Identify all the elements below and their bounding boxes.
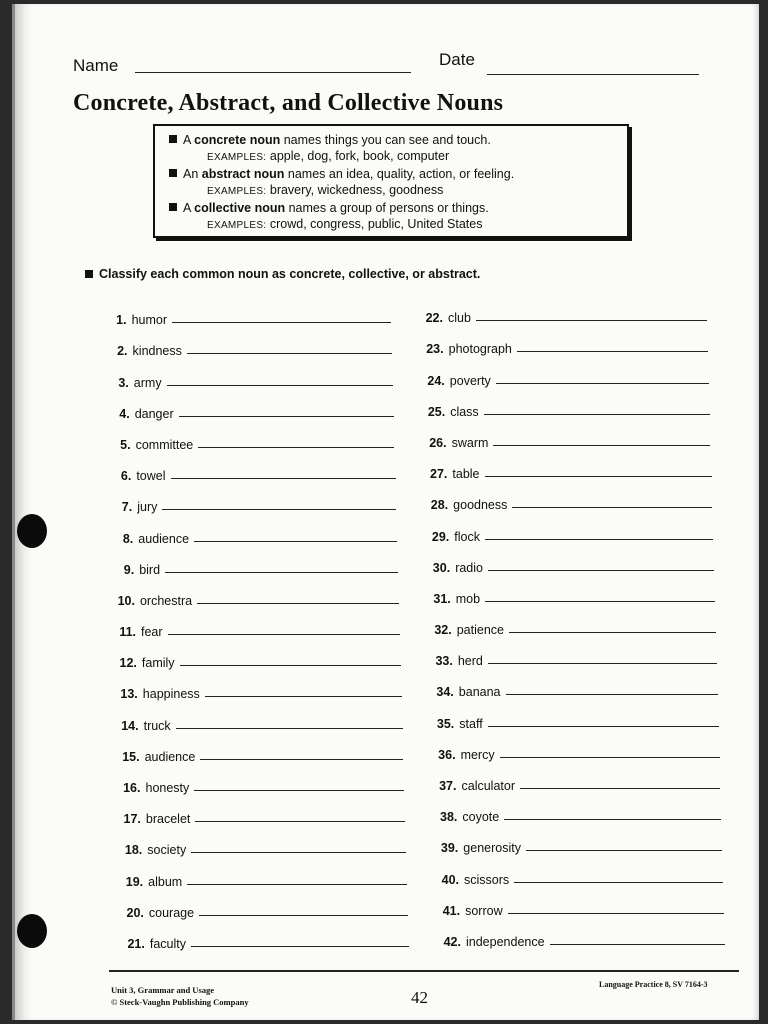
item-word: scissors — [464, 872, 510, 887]
list-item — [92, 327, 392, 358]
answer-line[interactable] — [168, 634, 400, 635]
list-item — [105, 795, 405, 826]
item-number: 11. — [119, 625, 136, 640]
answer-line[interactable] — [199, 915, 408, 916]
item-number: 18. — [124, 843, 143, 858]
item-number: 15. — [122, 749, 140, 764]
answer-line[interactable] — [488, 663, 717, 664]
item-word: courage — [148, 905, 195, 920]
list-item — [412, 481, 712, 512]
item-number: 19. — [125, 874, 144, 889]
item-word: photograph — [448, 342, 512, 357]
answer-line[interactable] — [162, 509, 396, 510]
list-item — [104, 733, 404, 764]
name-field[interactable] — [135, 72, 411, 73]
answer-line[interactable] — [509, 632, 716, 633]
list-item — [413, 512, 713, 543]
item-number: 31. — [433, 591, 451, 606]
answer-line[interactable] — [194, 541, 397, 542]
definition-concrete — [165, 132, 617, 148]
name-label: Name — [73, 56, 119, 75]
item-word: herd — [457, 654, 483, 669]
definition-term: collective noun — [194, 201, 286, 215]
list-item — [95, 421, 395, 452]
item-word: humor — [131, 313, 167, 328]
footer-left — [111, 984, 249, 1008]
item-word: club — [448, 311, 471, 326]
item-word: generosity — [463, 841, 521, 856]
item-number: 1. — [116, 313, 127, 328]
item-word: bracelet — [145, 812, 191, 827]
answer-line[interactable] — [488, 570, 714, 571]
list-item — [93, 358, 393, 389]
list-item — [100, 608, 400, 639]
definition-collective — [165, 200, 617, 216]
answer-line[interactable] — [550, 944, 725, 945]
date-label: Date — [439, 50, 475, 69]
list-item — [407, 294, 707, 325]
answer-line[interactable] — [517, 351, 708, 352]
answer-line[interactable] — [512, 507, 712, 508]
name-date-row — [73, 52, 713, 80]
page-title: Concrete, Abstract, and Collective Nouns — [73, 90, 504, 116]
item-word: fear — [141, 625, 163, 640]
item-word: swarm — [451, 435, 489, 450]
item-word: honesty — [145, 781, 190, 795]
item-word: goodness — [453, 498, 508, 513]
item-number: 36. — [438, 747, 456, 762]
answer-line[interactable] — [191, 852, 406, 853]
list-item — [419, 699, 719, 730]
list-item — [102, 670, 402, 701]
item-number: 41. — [442, 903, 461, 918]
item-word: banana — [458, 685, 501, 700]
item-number: 42. — [443, 934, 461, 949]
item-number: 33. — [435, 654, 453, 669]
answer-line[interactable] — [520, 788, 720, 789]
answer-line[interactable] — [205, 696, 402, 697]
item-number: 12. — [119, 656, 137, 671]
item-word: truck — [143, 718, 171, 733]
item-word: independence — [466, 934, 545, 949]
answer-line[interactable] — [514, 882, 723, 883]
list-item — [108, 889, 408, 920]
item-number: 35. — [436, 716, 455, 731]
list-item — [96, 483, 396, 514]
item-word: calculator — [461, 779, 515, 793]
item-number: 39. — [440, 841, 459, 856]
examples-label: EXAMPLES: — [207, 220, 267, 231]
item-word: kindness — [132, 344, 182, 359]
item-word: family — [141, 656, 175, 671]
item-number: 17. — [123, 812, 141, 827]
item-word: album — [148, 874, 183, 889]
list-item — [421, 762, 721, 793]
list-item — [418, 668, 718, 699]
list-item — [411, 419, 711, 450]
answer-line[interactable] — [191, 946, 409, 947]
answer-line[interactable] — [506, 694, 718, 695]
item-number: 38. — [440, 810, 458, 825]
answer-line[interactable] — [500, 757, 720, 758]
item-word: radio — [455, 560, 483, 575]
items-column-right — [407, 294, 707, 949]
definition-prefix: An — [183, 167, 202, 181]
item-word: orchestra — [139, 593, 193, 608]
definition-abstract — [165, 166, 617, 182]
footer-copyright: © Steck-Vaughn Publishing Company — [111, 997, 249, 1007]
item-number: 3. — [118, 375, 129, 390]
footer-divider — [109, 970, 739, 972]
item-word: sorrow — [465, 903, 503, 918]
answer-line[interactable] — [526, 850, 722, 851]
list-item — [103, 701, 403, 732]
item-word: bird — [139, 562, 161, 577]
item-number: 14. — [121, 718, 139, 733]
item-number: 23. — [426, 342, 444, 357]
answer-line[interactable] — [485, 476, 712, 477]
list-item — [101, 639, 401, 670]
list-item — [96, 452, 396, 483]
answer-line[interactable] — [496, 383, 709, 384]
item-word: faculty — [149, 936, 186, 951]
examples-label: EXAMPLES: — [207, 152, 267, 163]
item-number: 24. — [427, 373, 445, 388]
definition-prefix: A — [183, 133, 195, 147]
answer-line[interactable] — [172, 322, 391, 323]
list-item — [424, 887, 724, 918]
item-word: coyote — [462, 810, 500, 825]
item-word: class — [450, 404, 479, 419]
item-number: 4. — [119, 406, 130, 421]
list-item — [425, 918, 725, 949]
list-item — [423, 855, 723, 886]
item-word: danger — [134, 406, 174, 421]
list-item — [420, 731, 720, 762]
punch-hole — [17, 514, 47, 548]
item-number: 40. — [441, 872, 460, 887]
answer-line[interactable] — [200, 759, 403, 760]
definition-term: abstract noun — [201, 167, 285, 181]
footer-unit: Unit 3, Grammar and Usage — [111, 985, 215, 995]
item-word: committee — [135, 437, 194, 452]
answer-line[interactable] — [165, 572, 398, 573]
item-word: happiness — [142, 687, 200, 702]
item-number: 9. — [123, 562, 135, 577]
answer-line[interactable] — [488, 726, 719, 727]
answer-line[interactable] — [476, 320, 707, 321]
list-item — [415, 575, 715, 606]
item-word: mercy — [460, 747, 495, 762]
definition-text: names an idea, quality, action, or feeling. — [284, 167, 515, 181]
item-number: 7. — [121, 500, 133, 515]
bullet-icon — [169, 135, 177, 143]
definition-text: names things you can see and touch. — [280, 133, 491, 147]
answer-line[interactable] — [176, 728, 403, 729]
examples-text: bravery, wickedness, goodness — [266, 183, 444, 197]
items-column-left — [91, 296, 391, 951]
answer-line[interactable] — [198, 447, 394, 448]
item-number: 25. — [427, 404, 446, 419]
item-word: army — [133, 375, 162, 390]
item-number: 27. — [430, 467, 448, 482]
item-number: 13. — [120, 687, 138, 702]
list-item — [107, 857, 407, 888]
item-number: 26. — [429, 435, 447, 450]
answer-line[interactable] — [508, 913, 724, 914]
list-item — [417, 637, 717, 668]
list-item — [422, 824, 722, 855]
item-number: 2. — [117, 344, 128, 359]
answer-line[interactable] — [179, 416, 394, 417]
examples-text: apple, dog, fork, book, computer — [266, 149, 450, 163]
footer-right: Language Practice 8, SV 7164-3 — [599, 980, 708, 989]
item-word: staff — [459, 716, 483, 731]
item-word: audience — [138, 531, 190, 546]
list-item — [91, 296, 391, 327]
list-item — [97, 514, 397, 545]
list-item — [99, 577, 399, 608]
answer-line[interactable] — [167, 385, 393, 386]
item-word: poverty — [449, 373, 491, 388]
punch-hole — [17, 914, 47, 948]
answer-line[interactable] — [197, 603, 399, 604]
list-item — [414, 544, 714, 575]
answer-line[interactable] — [484, 414, 710, 415]
item-number: 29. — [431, 529, 450, 544]
item-number: 32. — [434, 623, 452, 638]
item-word: mob — [455, 591, 481, 606]
bullet-icon — [169, 203, 177, 211]
item-word: table — [452, 467, 480, 482]
item-number: 6. — [120, 469, 132, 484]
definition-prefix: A — [183, 201, 195, 215]
bullet-icon — [169, 169, 177, 177]
item-number: 16. — [123, 781, 141, 795]
definitions-box — [153, 124, 629, 238]
definition-term: concrete noun — [194, 133, 281, 147]
answer-line[interactable] — [485, 601, 715, 602]
item-number: 30. — [432, 560, 451, 575]
item-number: 21. — [127, 936, 145, 951]
answer-line[interactable] — [171, 478, 396, 479]
list-item — [410, 388, 710, 419]
item-number: 28. — [430, 498, 449, 513]
item-word: society — [147, 843, 187, 858]
answer-line[interactable] — [194, 790, 404, 791]
definition-text: names a group of persons or things. — [285, 201, 489, 215]
instructions-text: Classify each common noun as concrete, collective, or abstract. — [99, 267, 481, 281]
answer-line[interactable] — [504, 819, 721, 820]
list-item — [421, 793, 721, 824]
examples-collective — [165, 216, 617, 234]
item-word: audience — [144, 749, 196, 764]
item-word: patience — [456, 623, 504, 638]
page-number: 42 — [411, 988, 428, 1007]
list-item — [408, 325, 708, 356]
list-item — [98, 546, 398, 577]
date-field[interactable] — [487, 74, 699, 75]
list-item — [412, 450, 712, 481]
item-number: 34. — [436, 685, 454, 700]
item-number: 10. — [117, 593, 135, 608]
examples-abstract — [165, 182, 617, 200]
list-item — [416, 606, 716, 637]
examples-concrete — [165, 148, 617, 166]
answer-line[interactable] — [485, 539, 713, 540]
item-word: flock — [454, 529, 480, 544]
list-item — [105, 764, 405, 795]
instructions — [85, 267, 480, 281]
item-number: 8. — [122, 531, 134, 546]
answer-line[interactable] — [195, 821, 405, 822]
list-item — [106, 826, 406, 857]
answer-line[interactable] — [187, 884, 407, 885]
item-number: 5. — [120, 437, 131, 452]
list-item — [94, 390, 394, 421]
item-word: jury — [137, 500, 158, 515]
list-item — [109, 920, 409, 951]
bullet-icon — [85, 270, 93, 278]
list-item — [409, 356, 709, 387]
answer-line[interactable] — [187, 353, 392, 354]
answer-line[interactable] — [180, 665, 401, 666]
item-number: 20. — [126, 905, 144, 920]
examples-label: EXAMPLES: — [207, 186, 267, 197]
examples-text: crowd, congress, public, United States — [266, 217, 483, 231]
answer-line[interactable] — [493, 445, 710, 446]
worksheet-page — [12, 4, 759, 1020]
item-number: 37. — [439, 779, 457, 793]
item-number: 22. — [425, 311, 443, 326]
item-word: towel — [136, 469, 166, 484]
